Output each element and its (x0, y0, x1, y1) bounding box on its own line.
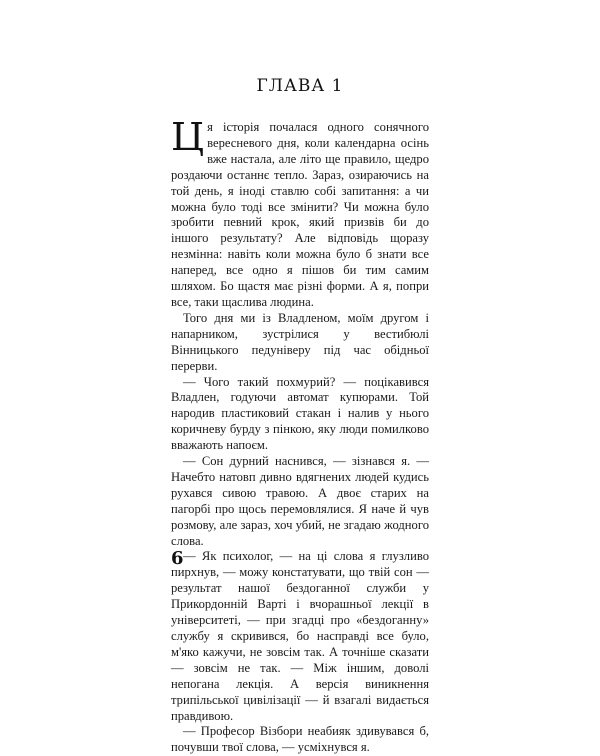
paragraph-2: Того дня ми із Владленом, моїм другом і напарником, зустрілися у вестибюлі Вінницького педуніверу під час обідньої перерви. (171, 310, 429, 373)
chapter-title: ГЛАВА 1 (256, 76, 344, 96)
page-number: 6 (171, 548, 184, 569)
paragraph-3: — Чого такий похмурий? — поцікавився Владлен, годуючи автомат купюрами. Той народив пластиковий стакан і налив у нього коричневу бурду з пінкою, яку люди помилково вважають напоєм. (171, 374, 429, 453)
paragraph-6: — Професор Візбори неабияк здивувався б, почувши твої слова, — усміхнувся я. (171, 724, 429, 755)
paragraph-5: — Як психолог, — на ці слова я глузливо пирхнув, — можу констатувати, що твій сон — результат нашої бездоганної служби у Прикордонній Варті і вчорашньої лекції в університеті, — при згадці про «бездоганну» службу я скривився, бо насправді все було, м'яко кажучи, не зовсім так. А точніше сказати — зовсім не так. — Між іншим, доволі непогана лекція. А версія виникнення трипільської цивілізації — й взагалі видається правдивою. (171, 549, 429, 723)
paragraph-1 (171, 115, 429, 311)
drop-cap: Ц (171, 115, 205, 159)
paragraph-1-text: я історія почалася одного сонячного вересневого дня, коли календарна осінь вже настала, але літо ще правило, щедро роздаючи останнє тепло. Зараз, озираючись на той день, я іноді ставлю собі запитання: а чи можна було тоді все змінити? Чи можна було зробити певний крок, який призвів би до іншого результату? Але відповідь щоразу незмінна: навіть коли можна було б знати все наперед, все одно я пішов би тим самим шляхом. Бо щастя має різні форми. А я, попри все, таки щаслива людина. (171, 120, 429, 309)
body-text (171, 115, 429, 756)
paragraph-4: — Сон дурний наснився, — зізнався я. — Начебто натовп дивно вдягнених людей кудись рухався сивою травою. А двоє старих на пагорбі про щось перемовлялися. Я наче й чув розмову, але зараз, хоч убий, не згадаю жодного слова. (171, 454, 429, 548)
